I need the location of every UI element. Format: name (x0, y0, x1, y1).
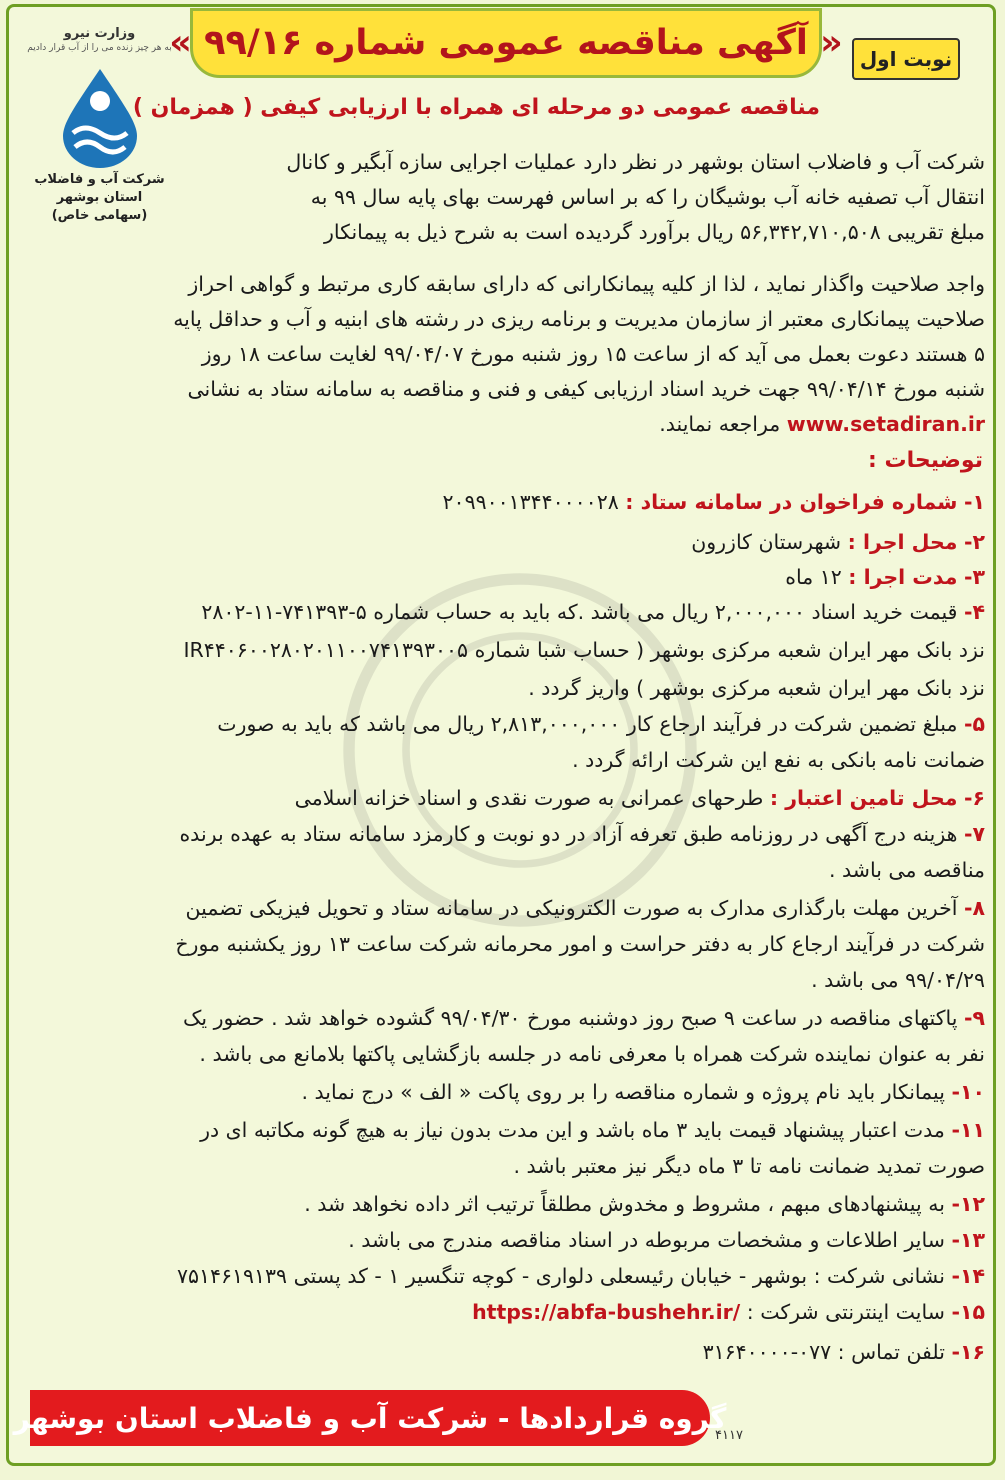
item-number: ۱۱- (951, 1118, 985, 1142)
intro-line: مبلغ تقریبی ۵۶,۳۴۲,۷۱۰,۵۰۸ ریال برآورد گردیده است به شرح ذیل به پیمانکار (323, 220, 985, 244)
item-text: سایر اطلاعات و مشخصات مربوطه در اسناد مناقصه مندرج می باشد . (348, 1228, 945, 1252)
item-continuation: ۹۹/۰۴/۲۹ می باشد . (811, 968, 985, 992)
item-continuation: صورت تمدید ضمانت نامه تا ۳ ماه دیگر نیز معتبر باشد . (513, 1154, 985, 1178)
list-item (472, 1300, 985, 1324)
item-text: مبلغ تضمین شرکت در فرآیند ارجاع کار ۲,۸۱۳,۰۰۰,۰۰۰ ریال می باشد که باید به صورت (217, 712, 958, 736)
item-text: نشانی شرکت : بوشهر - خیابان رئیسعلی دلواری - کوچه تنگسیر ۱ - کد پستی ۷۵۱۴۶۱۹۱۳۹ (176, 1264, 945, 1288)
item-text: پاکتهای مناقصه در ساعت ۹ صبح روز دوشنبه مورخ ۹۹/۰۴/۳۰ گشوده خواهد شد . حضور یک (183, 1006, 958, 1030)
item-number: ۱۵- (951, 1300, 985, 1324)
item-number: ۴- (963, 600, 985, 624)
item-continuation: نفر به عنوان نماینده شرکت همراه با معرفی نامه در جلسه بازگشایی پاکتها بلامانع می باشد . (199, 1042, 985, 1066)
logo-motto: به هر چیز زنده می را از آب قرار دادیم (27, 43, 172, 53)
item-label: محل اجرا : (847, 530, 958, 554)
item-text: مدت اعتبار پیشنهاد قیمت باید ۳ ماه باشد و این مدت بدون نیاز به هیچ گونه مکاتبه ای در (200, 1118, 945, 1142)
ad-title: « آگهی مناقصه عمومی شماره ۹۹/۱۶ » (169, 23, 843, 63)
list-item (179, 822, 985, 846)
company-logo (22, 20, 177, 250)
item-number: ۳- (963, 565, 985, 589)
list-item (348, 1228, 985, 1252)
logo-company-line-1: شرکت آب و فاضلاب (34, 172, 165, 187)
item-text: ۲۰۹۹۰۰۱۳۴۴۰۰۰۰۲۸ (442, 490, 619, 514)
intro-line: صلاحیت پیمانکاری معتبر از سازمان مدیریت و برنامه ریزی در رشته های ابنیه و آب و حداقل پایه (173, 307, 985, 331)
item-number: ۱۶- (951, 1340, 985, 1364)
item-number: ۱۴- (951, 1264, 985, 1288)
item-text: طرحهای عمرانی به صورت نقدی و اسناد خزانه اسلامی (294, 786, 764, 810)
intro-line: ۵ هستند دعوت بعمل می آید که از ساعت ۱۵ روز شنبه مورخ ۹۹/۰۴/۰۷ لغایت ساعت ۱۸ روز (201, 342, 985, 366)
item-text: پیمانکار باید نام پروژه و شماره مناقصه را بر روی پاکت « الف » درج نماید . (301, 1080, 945, 1104)
item-continuation: شرکت در فرآیند ارجاع کار به دفتر حراست و امور محرمانه شرکت ساعت ۱۳ روز یکشنبه مورخ (175, 932, 985, 956)
intro-line: واجد صلاحیت واگذار نماید ، لذا از کلیه پیمانکارانی که دارای سابقه کاری مرتبط و گواهی احراز (188, 272, 985, 296)
item-continuation: نزد بانک مهر ایران شعبه مرکزی بوشهر ( حساب شبا شماره IR۴۴۰۶۰۰۲۸۰۲۰۱۱۰۰۷۴۱۳۹۳۰۰۵ (183, 638, 985, 662)
list-item (186, 896, 985, 920)
item-text: آخرین مهلت بارگذاری مدارک به صورت الکترونیکی در سامانه ستاد و تحویل فیزیکی تضمین (185, 896, 958, 920)
item-number: ۸- (963, 896, 985, 920)
list-item (443, 490, 985, 514)
intro-line: انتقال آب تصفیه خانه آب بوشیگان را که بر اساس فهرست بهای پایه سال ۹۹ به (310, 185, 985, 209)
logo-company-line-3: (سهامی خاص) (51, 208, 148, 223)
first-turn-badge: نوبت اول (852, 38, 960, 80)
item-text: هزینه درج آگهی در روزنامه طبق تعرفه آزاد در دو نوبت و کارمزد سامانه ستاد به عهده برنده (179, 822, 958, 846)
item-number: ۱۳- (951, 1228, 985, 1252)
item-text: به پیشنهادهای مبهم ، مشروط و مخدوش مطلقاً ترتیب اثر داده نخواهد شد . (304, 1192, 945, 1216)
list-item (785, 565, 985, 589)
notes-heading: توضیحات : (868, 448, 983, 473)
list-item (691, 530, 985, 554)
intro-line: شنبه مورخ ۹۹/۰۴/۱۴ جهت خرید اسناد ارزیابی کیفی و فنی و مناقصه به سامانه ستاد به نشانی (187, 377, 985, 401)
ad-subtitle: مناقصه عمومی دو مرحله ای همراه با ارزیابی کیفی ( همزمان ) (132, 95, 820, 120)
item-label: شماره فراخوان در سامانه ستاد : (625, 490, 958, 514)
item-text: ۱۲ ماه (785, 565, 842, 589)
item-number: ۶- (963, 786, 985, 810)
item-text: تلفن تماس : ۰۷۷-۳۱۶۴۰۰۰۰ (702, 1340, 945, 1364)
item-continuation: نزد بانک مهر ایران شعبه مرکزی بوشهر ) واریز گردد . (528, 676, 985, 700)
list-item (295, 786, 985, 810)
title-banner (169, 8, 843, 78)
list-item (200, 1118, 985, 1142)
list-item (301, 1080, 985, 1104)
company-website-link[interactable]: https://abfa-bushehr.ir/ (472, 1300, 741, 1324)
item-number: ۱۲- (951, 1192, 985, 1216)
setad-link[interactable]: www.setadiran.ir (786, 412, 985, 436)
item-continuation: مناقصه می باشد . (828, 858, 985, 882)
intro-line: شرکت آب و فاضلاب استان بوشهر در نظر دارد عملیات اجرایی سازه آبگیر و کانال (286, 150, 985, 174)
list-item (304, 1192, 985, 1216)
list-item (177, 1264, 985, 1288)
intro-last-text: مراجعه نمایند. (659, 412, 787, 436)
logo-company-line-2: استان بوشهر (56, 190, 143, 205)
list-item (183, 1006, 985, 1030)
item-label: مدت اجرا : (848, 565, 958, 589)
footer-banner (13, 1390, 727, 1446)
item-text: شهرستان کازرون (691, 530, 842, 554)
item-continuation: ضمانت نامه بانکی به نفع این شرکت ارائه گردد . (572, 748, 985, 772)
intro-last-line (659, 412, 985, 436)
item-number: ۹- (963, 1006, 985, 1030)
item-text: قیمت خرید اسناد ۲,۰۰۰,۰۰۰ ریال می باشد .که باید به حساب شماره ۵-۷۴۱۳۹۳-۱۱-۲۸۰۲ (201, 600, 958, 624)
list-item (703, 1340, 985, 1364)
item-label: محل تامین اعتبار : (769, 786, 958, 810)
footer-text: گروه قراردادها - شرکت آب و فاضلاب استان بوشهر (13, 1401, 727, 1435)
ad-code: ۴۱۱۷ (715, 1428, 743, 1443)
ministry-name: وزارت نیرو (63, 26, 136, 41)
item-number: ۱۰- (951, 1080, 985, 1104)
item-number: ۷- (963, 822, 985, 846)
list-item (217, 712, 985, 736)
list-item (201, 600, 985, 624)
item-number: ۱- (963, 490, 985, 514)
item-number: ۵- (963, 712, 985, 736)
item-number: ۲- (963, 530, 985, 554)
item-text: سایت اینترنتی شرکت : (746, 1300, 945, 1324)
